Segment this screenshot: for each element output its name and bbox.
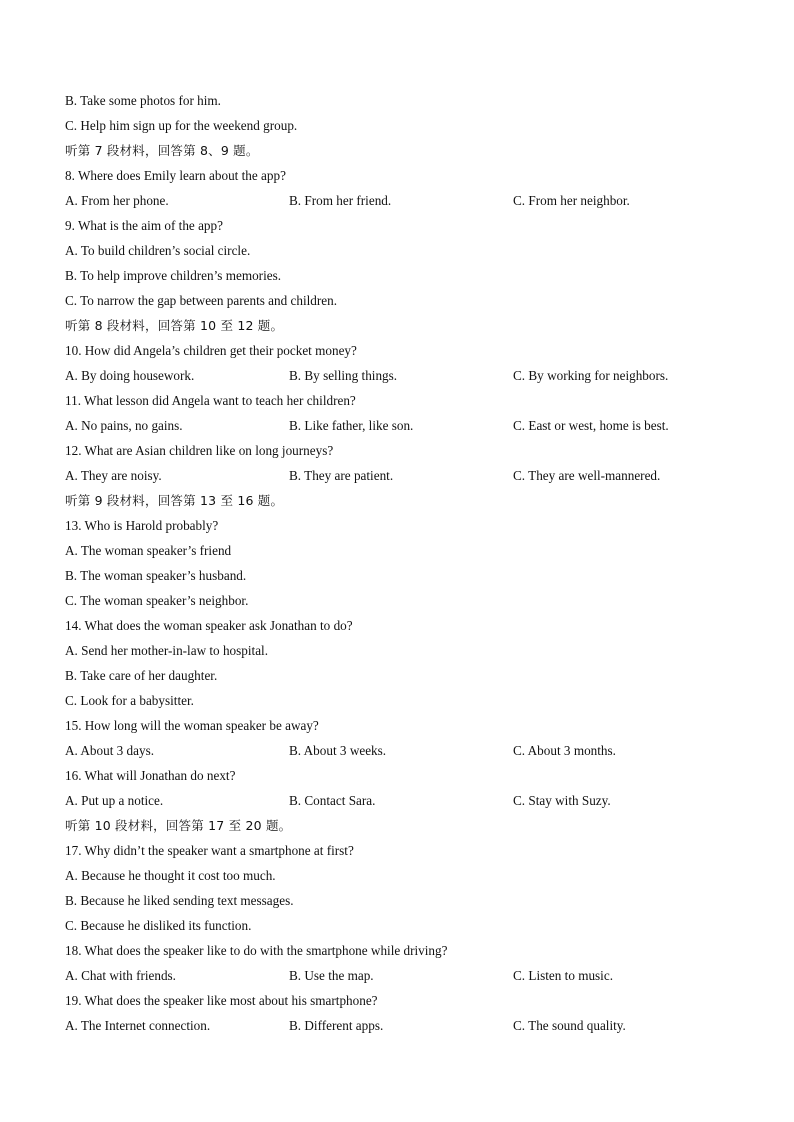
answer-options-row (65, 363, 745, 388)
option-b: B. Different apps. (289, 1018, 384, 1033)
option-c: C. East or west, home is best. (513, 418, 669, 433)
option-c: C. By working for neighbors. (513, 368, 669, 383)
answer-options-row (65, 788, 745, 813)
option-c: C. From her neighbor. (513, 193, 630, 208)
option-b: B. Like father, like son. (289, 418, 414, 433)
option-a: A. By doing housework. (65, 368, 195, 383)
option-line: A. Send her mother-in-law to hospital. (65, 643, 269, 658)
option-line: A. The woman speaker’s friend (65, 543, 232, 558)
question-text: 10. How did Angela’s children get their pocket money? (65, 343, 357, 358)
option-a: A. From her phone. (65, 193, 169, 208)
option-line: A. Because he thought it cost too much. (65, 868, 276, 883)
option-c: C. Stay with Suzy. (513, 793, 611, 808)
question-text: 16. What will Jonathan do next? (65, 768, 236, 783)
option-a: A. About 3 days. (65, 743, 155, 758)
answer-options-row (65, 963, 745, 988)
exam-content (65, 88, 745, 1038)
option-a: A. Put up a notice. (65, 793, 164, 808)
option-line: C. Look for a babysitter. (65, 693, 194, 708)
section-instruction: 听第 8 段材料，回答第 10 至 12 题。 (65, 318, 284, 333)
answer-options-row (65, 413, 745, 438)
option-line: B. Take some photos for him. (65, 93, 221, 108)
answer-options-row (65, 188, 745, 213)
answer-options-row (65, 1013, 745, 1038)
option-b: B. From her friend. (289, 193, 392, 208)
option-b: B. Contact Sara. (289, 793, 376, 808)
option-b: B. About 3 weeks. (289, 743, 387, 758)
section-instruction: 听第 9 段材料，回答第 13 至 16 题。 (65, 493, 284, 508)
question-text: 14. What does the woman speaker ask Jonathan to do? (65, 618, 353, 633)
option-b: B. Use the map. (289, 968, 374, 983)
option-line: C. Because he disliked its function. (65, 918, 252, 933)
question-text: 8. Where does Emily learn about the app? (65, 168, 286, 183)
question-text: 9. What is the aim of the app? (65, 218, 223, 233)
option-c: C. They are well-mannered. (513, 468, 661, 483)
option-line: A. To build children’s social circle. (65, 243, 251, 258)
question-text: 18. What does the speaker like to do with the smartphone while driving? (65, 943, 448, 958)
option-c: C. The sound quality. (513, 1018, 626, 1033)
option-line: B. The woman speaker’s husband. (65, 568, 247, 583)
answer-options-row (65, 463, 745, 488)
option-line: C. To narrow the gap between parents and children. (65, 293, 338, 308)
option-a: A. They are noisy. (65, 468, 162, 483)
question-text: 11. What lesson did Angela want to teach her children? (65, 393, 356, 408)
option-a: A. No pains, no gains. (65, 418, 183, 433)
option-line: B. To help improve children’s memories. (65, 268, 282, 283)
answer-options-row (65, 738, 745, 763)
option-c: C. Listen to music. (513, 968, 614, 983)
question-text: 17. Why didn’t the speaker want a smartphone at first? (65, 843, 354, 858)
question-text: 12. What are Asian children like on long journeys? (65, 443, 334, 458)
question-text: 15. How long will the woman speaker be away? (65, 718, 319, 733)
option-line: B. Take care of her daughter. (65, 668, 218, 683)
option-a: A. The Internet connection. (65, 1018, 211, 1033)
question-text: 13. Who is Harold probably? (65, 518, 219, 533)
option-c: C. About 3 months. (513, 743, 616, 758)
option-b: B. By selling things. (289, 368, 398, 383)
option-line: C. Help him sign up for the weekend group. (65, 118, 298, 133)
question-text: 19. What does the speaker like most about his smartphone? (65, 993, 378, 1008)
option-line: B. Because he liked sending text messages. (65, 893, 294, 908)
option-a: A. Chat with friends. (65, 968, 176, 983)
option-b: B. They are patient. (289, 468, 394, 483)
section-instruction: 听第 10 段材料，回答第 17 至 20 题。 (65, 818, 292, 833)
section-instruction: 听第 7 段材料，回答第 8、9 题。 (65, 143, 259, 158)
option-line: C. The woman speaker’s neighbor. (65, 593, 249, 608)
